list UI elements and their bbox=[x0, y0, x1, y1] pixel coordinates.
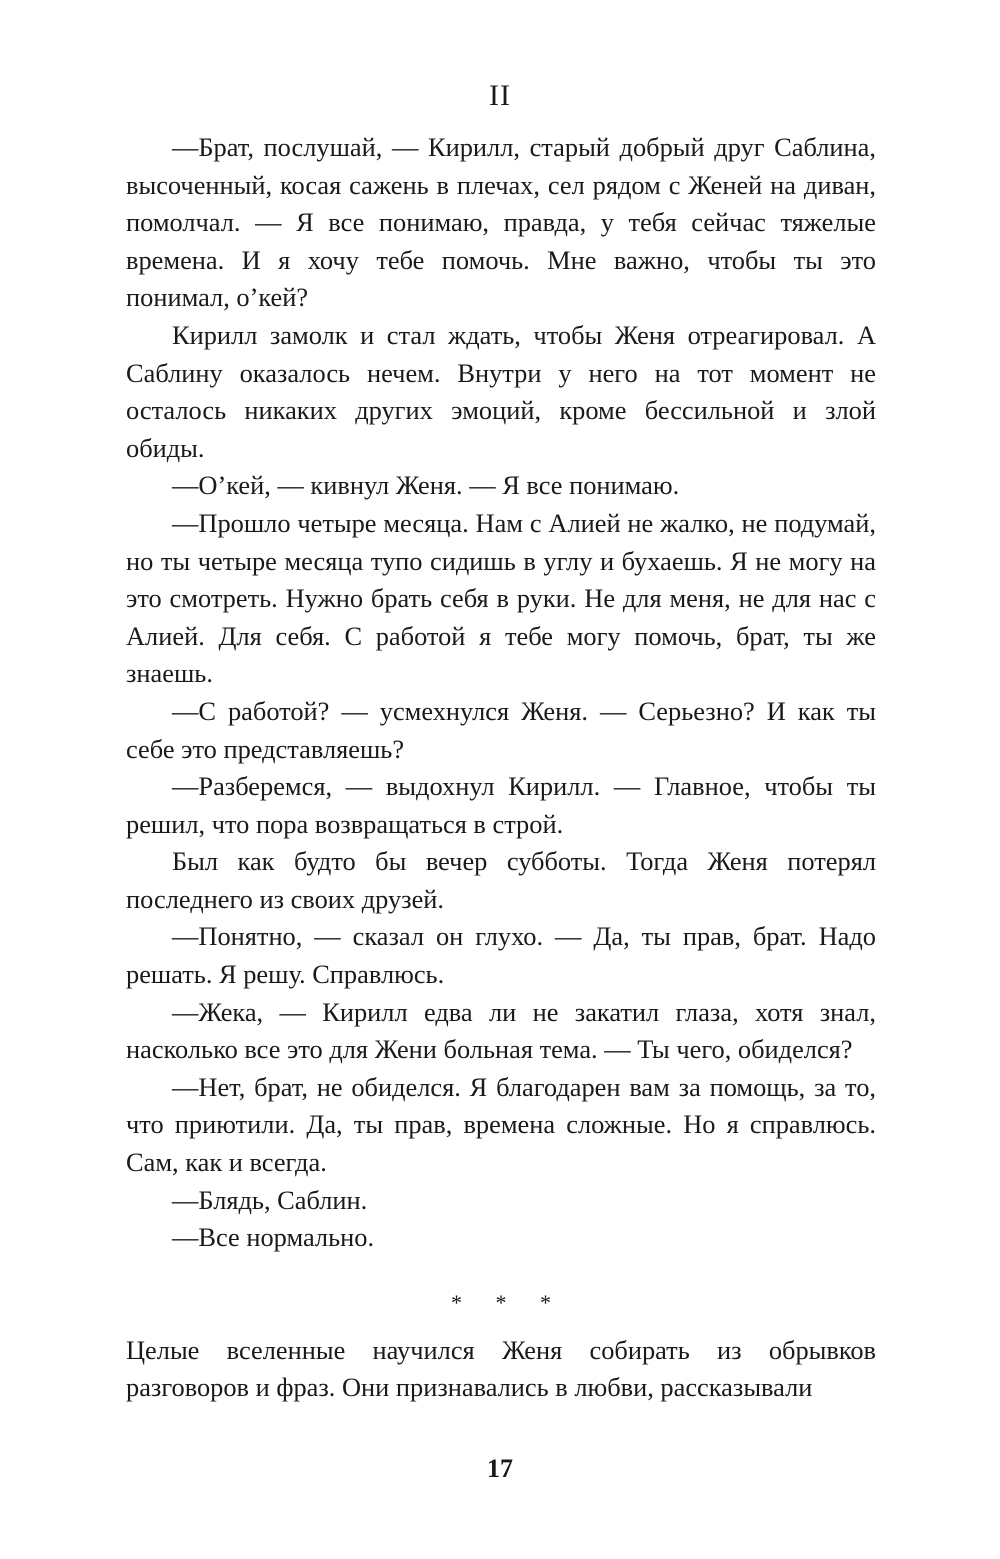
paragraph: —Прошло четыре месяца. Нам с Алией не жалко, не подумай, но ты четыре месяца тупо сидишь в углу и бухаешь. Я не могу на это смотреть. Нужно брать себя в руки. Не для меня, не для нас с Алией. Для себя. С работой я тебе могу помочь, брат, ты же знаешь. bbox=[126, 507, 876, 689]
paragraph: —С работой? — усмехнулся Женя. — Серьезно? И как ты себе это представляешь? bbox=[126, 695, 876, 764]
paragraph: —Нет, брат, не обиделся. Я благодарен вам за помощь, за то, что приютили. Да, ты прав, времена сложные. Но я справлюсь. Сам, как и всегда. bbox=[126, 1071, 876, 1178]
paragraph-after-separator: Целые вселенные научился Женя собирать из обрывков разговоров и фраз. Они признавались в любви, рассказывали bbox=[126, 1334, 876, 1403]
paragraph: Был как будто бы вечер субботы. Тогда Женя потерял последнего из своих друзей. bbox=[126, 846, 876, 914]
paragraph: —Все нормально. bbox=[172, 1222, 375, 1253]
paragraph: —Брат, послушай, — Кирилл, старый добрый друг Саблина, высоченный, косая сажень в плечах, сел рядом с Женей на диван, помолчал. — Я все понимаю, правда, у тебя сейчас тяжелые времена. И я хочу тебе помочь. Мне важно, чтобы ты это понимал, о’кей? bbox=[126, 132, 876, 313]
paragraph: —Разберемся, — выдохнул Кирилл. — Главное, чтобы ты решил, что пора возвращаться в строй. bbox=[126, 771, 876, 839]
section-separator: * * * bbox=[451, 1289, 565, 1315]
chapter-title: II bbox=[489, 79, 511, 112]
body-text bbox=[126, 129, 876, 1407]
paragraph: —Жека, — Кирилл едва ли не закатил глаза, хотя знал, насколько все это для Жени больная тема. — Ты чего, обиделся? bbox=[126, 996, 876, 1065]
paragraph: —Блядь, Саблин. bbox=[172, 1184, 368, 1215]
paragraph: Кирилл замолк и стал ждать, чтобы Женя отреагировал. А Саблину оказалось нечем. Внутри у него на тот момент не осталось никаких других эмоций, кроме бессильной и злой обиды. bbox=[126, 319, 876, 463]
page-number: 17 bbox=[487, 1454, 513, 1483]
paragraph: —О’кей, — кивнул Женя. — Я все понимаю. bbox=[172, 470, 680, 501]
paragraph: —Понятно, — сказал он глухо. — Да, ты прав, брат. Надо решать. Я решу. Справлюсь. bbox=[126, 921, 876, 990]
